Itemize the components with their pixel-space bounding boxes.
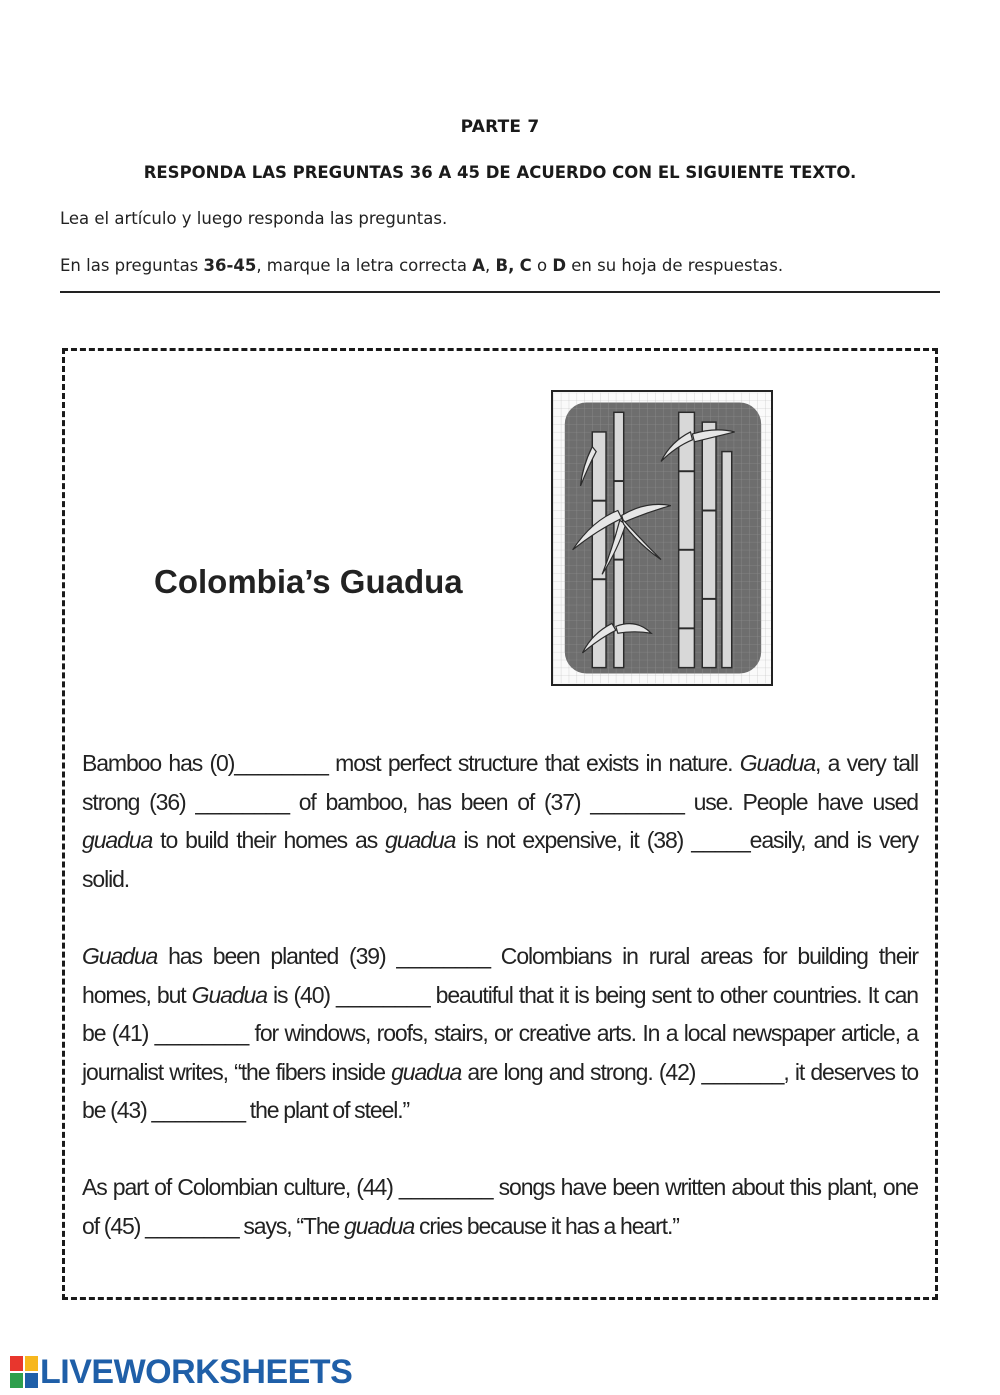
bamboo-illustration [551, 390, 773, 686]
logo-text: LIVEWORKSHEETS [40, 1352, 353, 1391]
logo-square-1 [10, 1356, 23, 1371]
part-title: PARTE 7 [460, 117, 540, 137]
divider-line [60, 291, 940, 293]
instruction-title: RESPONDA LAS PREGUNTAS 36 A 45 DE ACUERDO CON EL SIGUIENTE TEXTO. [143, 163, 857, 182]
marking-instructions: En las preguntas 36-45, marque la letra correcta A, B, C o D en su hoja de respuestas. [60, 256, 784, 275]
paragraph-2: Guadua has been planted (39) ________ Colombians in rural areas for building their homes, but Guadua is (40) ________ beautiful that it is being sent to other countries. It can be (41) ________ for windows, roofs, stairs, or creative arts. In a local newspaper article, a journalist writes, “the fibers inside guadua are long and strong. (42) _______, it deserves to be (43) ________ the plant of steel.” [82, 943, 919, 1123]
liveworksheets-logo[interactable] [10, 1352, 352, 1392]
paragraph-3: As part of Colombian culture, (44) ________ songs have been written about this plant, one of (45) ________ says, “The guadua cries because it has a heart.” [82, 1174, 918, 1239]
paragraph-1: Bamboo has (0)________ most perfect structure that exists in nature. Guadua, a very tall strong (36) ________ of bamboo, has been of (37) ________ use. People have used guadua to build their homes as guadua is not expensive, it (38) _____easily, and is very solid. [82, 750, 919, 892]
logo-icon [10, 1356, 38, 1388]
intro-text: Lea el artículo y luego responda las preguntas. [60, 209, 448, 228]
logo-square-2 [25, 1356, 38, 1371]
logo-square-3 [10, 1373, 23, 1388]
article-title: Colombia’s Guadua [154, 563, 463, 600]
logo-square-4 [25, 1373, 38, 1388]
